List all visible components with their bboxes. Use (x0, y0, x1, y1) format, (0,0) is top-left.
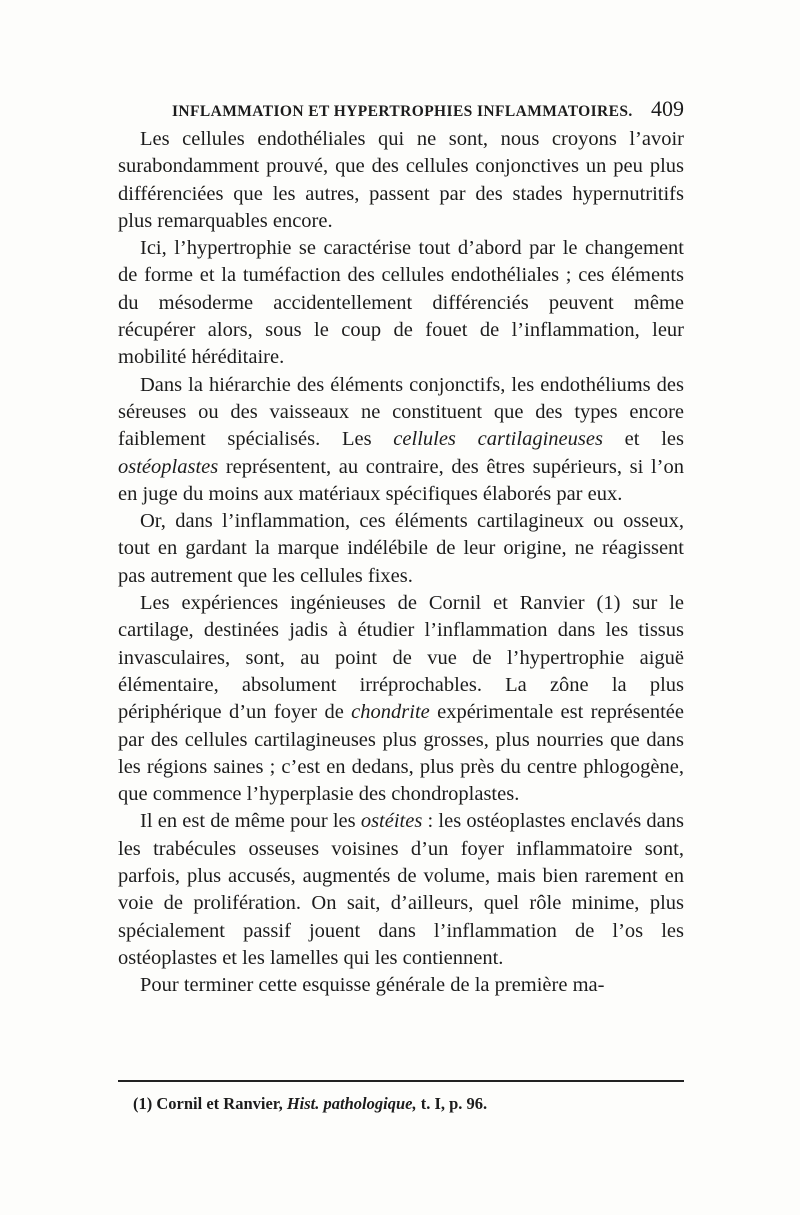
text-run: Or, dans l’inflammation, ces éléments cartilagineux ou osseux, tout en gardant la marque indélébile de leur origine, ne réagissent pas autrement que les cellules fixes. (118, 510, 684, 587)
paragraph (118, 508, 684, 590)
text-run: représentent, au contraire, des êtres supérieurs, si l’on en juge du moins aux matériaux spécifiques élaborés par eux. (118, 455, 684, 505)
paragraph (118, 126, 684, 235)
text-run: Les cellules endothéliales qui ne sont, nous croyons l’avoir surabondamment prouvé, que des cellules conjonctives un peu plus différenciées que les autres, passent par des stades hypernutritifs plus remarquables encore. (118, 128, 684, 232)
paragraph (118, 972, 684, 999)
italic-term: chondrite (351, 701, 430, 724)
running-head: INFLAMMATION ET HYPERTROPHIES INFLAMMATOIRES. (172, 103, 633, 120)
italic-term: ostéoplastes (118, 455, 219, 478)
footnote (133, 1094, 693, 1114)
italic-term: ostéites (360, 810, 423, 833)
page-header (172, 96, 684, 126)
text-run: Les expériences ingénieuses de Cornil et Ranvier (1) sur le cartilage, destinées jadis à étudier l’inflammation dans les tissus invasculaires, sont, au point de vue de l’hypertrophie aiguë élémentaire, absolument irréprochables. La zône la plus périphérique d’un foyer de (118, 592, 684, 724)
body-text (118, 126, 684, 1000)
footnote-title: Hist. pathologique, (286, 1094, 417, 1113)
paragraph (118, 590, 684, 808)
page-number: 409 (651, 96, 684, 121)
footnote-rule (118, 1080, 684, 1082)
footnote-authors: Cornil et Ranvier, (156, 1094, 283, 1113)
text-run: expérimentale est représentée par des cellules cartilagineuses plus grosses, plus nourries que dans les régions saines ; c’est en dedans, plus près du centre phlogogène, que commence l’hyperplasie des chondroplastes. (118, 701, 684, 806)
text-run: Il en est de même pour les (140, 810, 361, 833)
paragraph (118, 808, 684, 972)
paragraph (118, 235, 684, 371)
footnote-number: (1) (133, 1094, 153, 1113)
text-run: : les ostéoplastes enclavés dans les trabécules osseuses voisines d’un foyer inflammatoire sont, parfois, plus accusés, augmentés de volume, mais bien rarement en voie de prolifération. On sait, d’ailleurs, quel rôle minime, plus spécialement passif jouent dans l’inflammation de l’os les ostéoplastes et les lamelles qui les contiennent. (118, 810, 684, 969)
footnote-location: t. I, p. 96. (420, 1094, 488, 1113)
text-run: Dans la hiérarchie des éléments conjonctifs, les endothéliums des séreuses ou des vaisseaux ne constituent que des types encore faiblement spécialisés. Les (118, 373, 684, 451)
text-run: et les (602, 428, 684, 451)
text-run: Ici, l’hypertrophie se caractérise tout d’abord par le changement de forme et la tuméfaction des cellules endothéliales ; ces éléments du mésoderme accidentellement différenciés peuvent même récupérer alors, sous le coup de fouet de l’inflammation, leur mobilité héréditaire. (118, 237, 684, 369)
italic-term: cellules cartilagineuses (393, 428, 603, 451)
text-run: Pour terminer cette esquisse générale de la première ma- (140, 974, 605, 997)
paragraph (118, 372, 684, 508)
